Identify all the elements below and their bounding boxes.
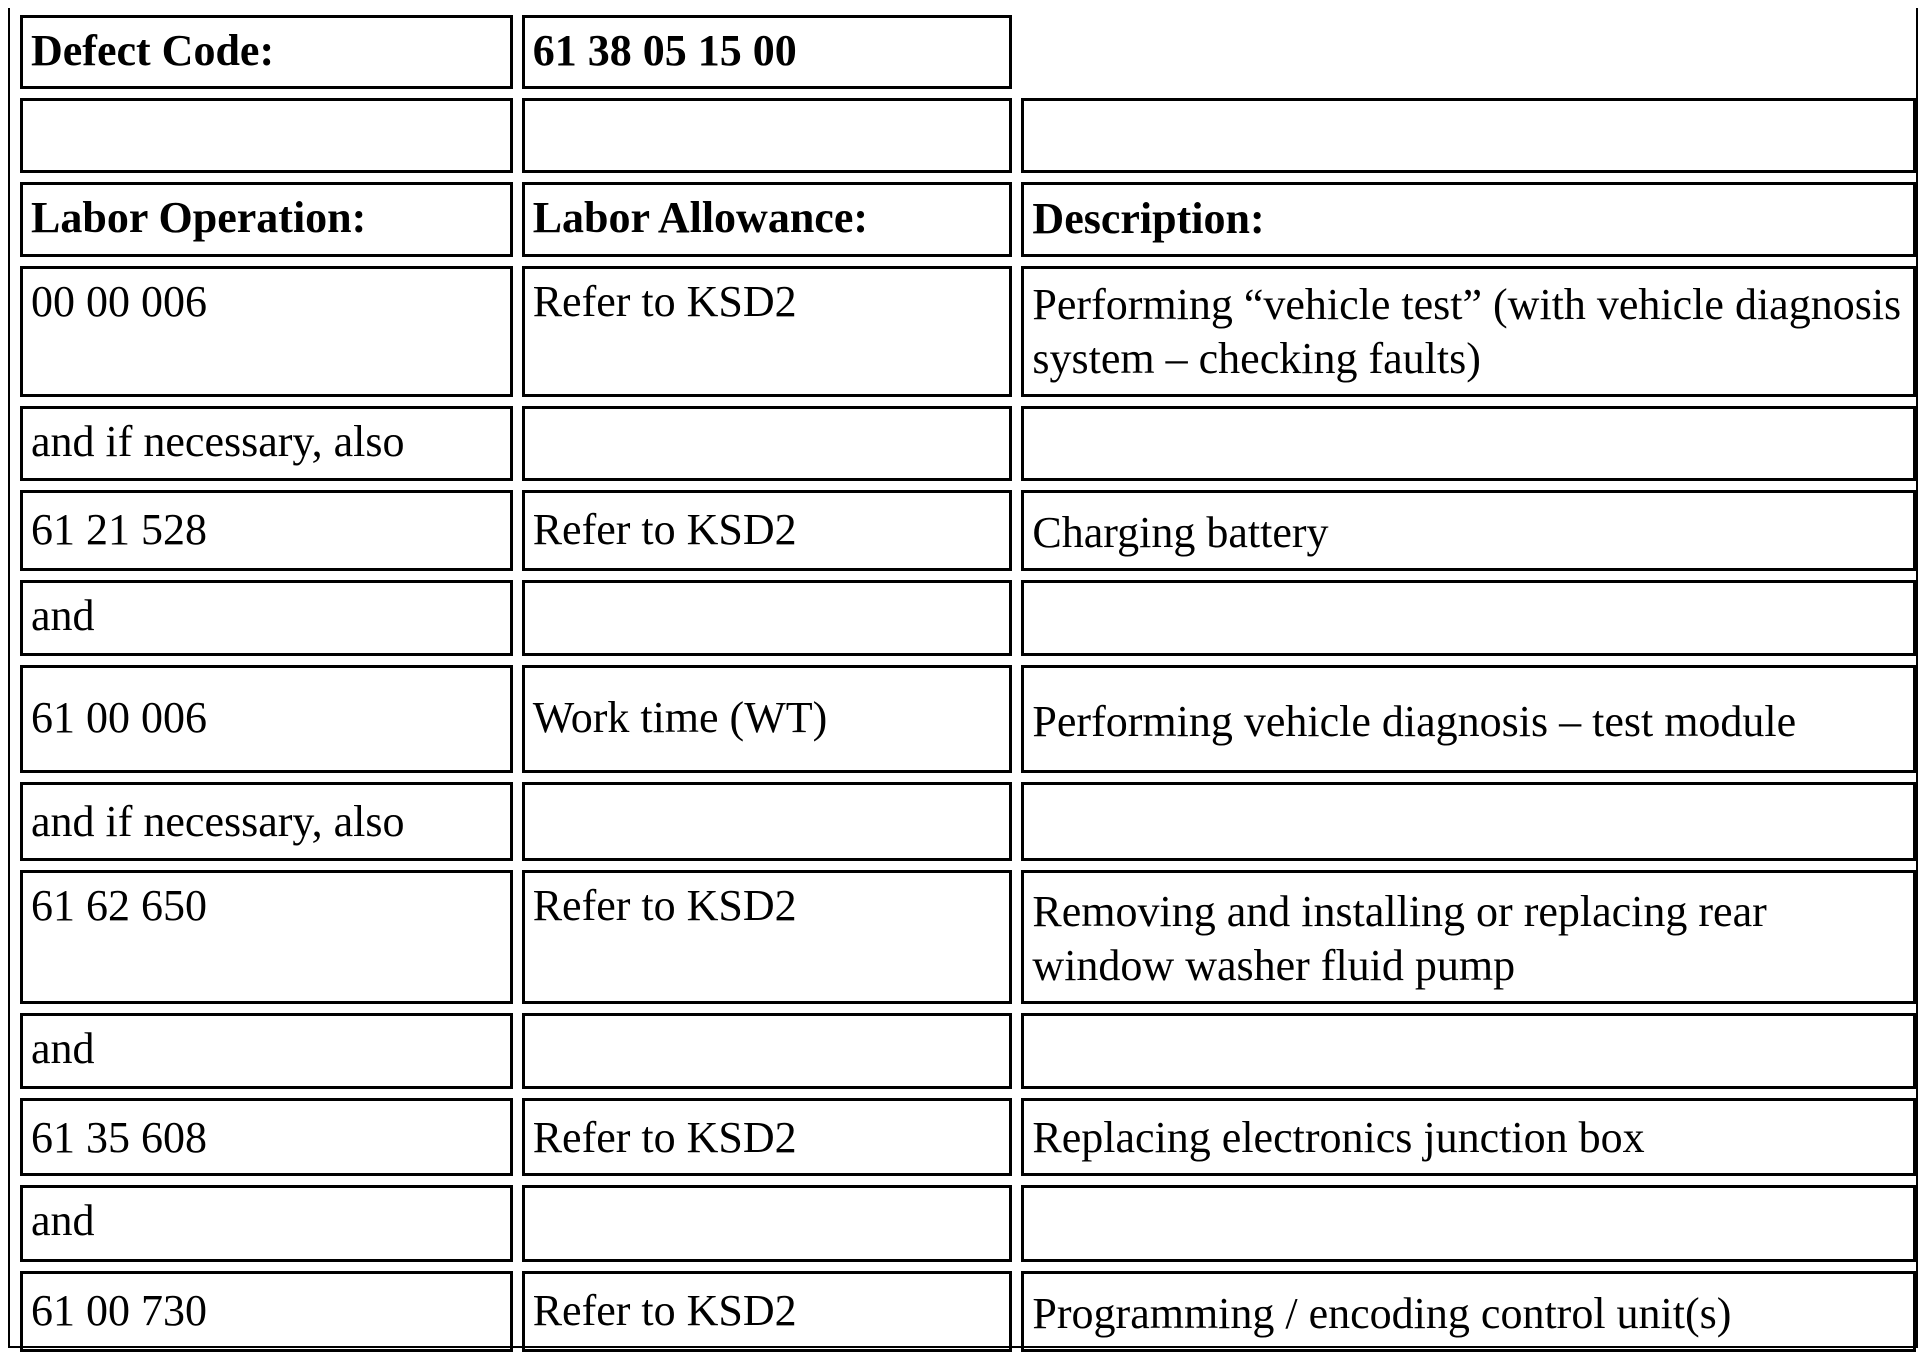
- empty-cell: [522, 98, 1013, 173]
- header-labor-allowance: Labor Allowance:: [522, 182, 1013, 257]
- header-description: Description:: [1021, 182, 1916, 257]
- labor-allowance-cell: Refer to KSD2: [522, 1098, 1013, 1176]
- description-cell: [1021, 1185, 1916, 1262]
- description-cell: Charging battery: [1021, 490, 1916, 571]
- labor-operation-cell: 61 00 730: [20, 1271, 513, 1352]
- labor-operation-cell: 00 00 006: [20, 266, 513, 397]
- labor-table: [11, 6, 1923, 1361]
- description-cell: Performing vehicle diagnosis – test module: [1021, 665, 1916, 773]
- description-cell: Programming / encoding control unit(s): [1021, 1271, 1916, 1352]
- description-cell: Performing “vehicle test” (with vehicle diagnosis system – checking faults): [1021, 266, 1916, 397]
- labor-operation-cell: and: [20, 1013, 513, 1089]
- table-row: [20, 665, 1916, 773]
- table-row: [20, 1271, 1916, 1352]
- table-row: [20, 1185, 1916, 1262]
- empty-cell: [20, 98, 513, 173]
- defect-code-value: 61 38 05 15 00: [522, 15, 1013, 89]
- labor-allowance-cell: Refer to KSD2: [522, 870, 1013, 1004]
- description-cell: Replacing electronics junction box: [1021, 1098, 1916, 1176]
- defect-code-label: Defect Code:: [20, 15, 513, 89]
- labor-operation-cell: 61 21 528: [20, 490, 513, 571]
- table-row: [20, 490, 1916, 571]
- labor-operation-cell: and: [20, 580, 513, 656]
- table-row: [20, 1098, 1916, 1176]
- table-row: [20, 580, 1916, 656]
- empty-cell: [1021, 15, 1916, 89]
- labor-operation-cell: 61 00 006: [20, 665, 513, 773]
- labor-allowance-cell: Work time (WT): [522, 665, 1013, 773]
- labor-allowance-cell: [522, 782, 1013, 861]
- labor-operation-cell: 61 62 650: [20, 870, 513, 1004]
- description-cell: Removing and installing or replacing rear window washer fluid pump: [1021, 870, 1916, 1004]
- description-cell: [1021, 782, 1916, 861]
- description-cell: [1021, 1013, 1916, 1089]
- labor-allowance-cell: Refer to KSD2: [522, 490, 1013, 571]
- labor-operation-cell: 61 35 608: [20, 1098, 513, 1176]
- labor-allowance-cell: Refer to KSD2: [522, 266, 1013, 397]
- labor-allowance-cell: [522, 580, 1013, 656]
- labor-allowance-cell: [522, 406, 1013, 481]
- labor-allowance-cell: [522, 1013, 1013, 1089]
- table-row: [20, 266, 1916, 397]
- empty-cell: [1021, 98, 1916, 173]
- table-row: [20, 870, 1916, 1004]
- table-row: [20, 782, 1916, 861]
- labor-operation-cell: and: [20, 1185, 513, 1262]
- blank-row: [20, 98, 1916, 173]
- labor-operation-cell: and if necessary, also: [20, 406, 513, 481]
- header-labor-operation: Labor Operation:: [20, 182, 513, 257]
- description-cell: [1021, 406, 1916, 481]
- defect-code-row: [20, 15, 1916, 89]
- document-page: [8, 8, 1918, 1348]
- labor-operation-cell: and if necessary, also: [20, 782, 513, 861]
- labor-allowance-cell: [522, 1185, 1013, 1262]
- labor-allowance-cell: Refer to KSD2: [522, 1271, 1013, 1352]
- table-row: [20, 406, 1916, 481]
- description-cell: [1021, 580, 1916, 656]
- table-row: [20, 1013, 1916, 1089]
- header-row: [20, 182, 1916, 257]
